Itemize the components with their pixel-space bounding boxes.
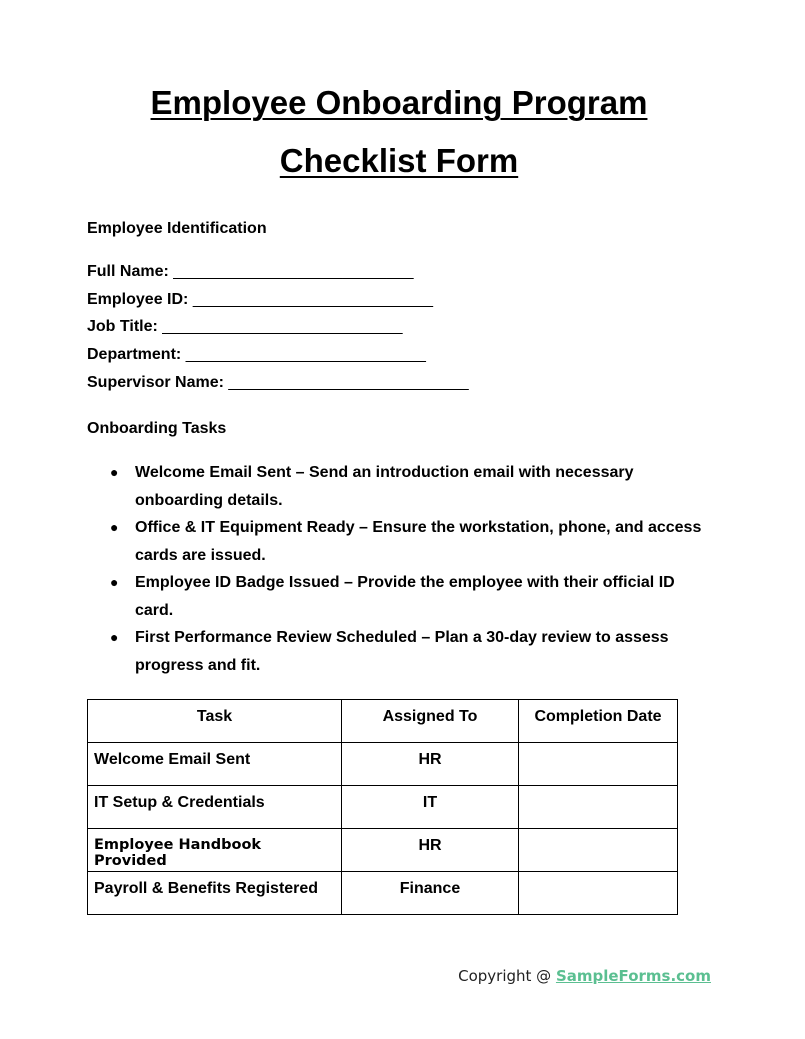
supervisor-name-field[interactable] [87, 374, 469, 392]
cell-completion-date[interactable] [519, 743, 678, 786]
cell-completion-date[interactable] [519, 786, 678, 829]
copyright-footer [458, 967, 711, 985]
job-title-label: Job Title: [87, 318, 158, 335]
job-title-blank[interactable]: ___________________________ [162, 318, 403, 335]
table-header-row [88, 700, 678, 743]
sampleforms-link[interactable]: SampleForms.com [555, 967, 711, 985]
cell-assigned-to: IT [342, 786, 519, 829]
task-list-item [87, 514, 707, 569]
task-list-item [87, 459, 707, 514]
supervisor-name-blank[interactable]: ___________________________ [228, 374, 469, 391]
full-name-field[interactable] [87, 263, 414, 281]
cell-assigned-to: HR [342, 743, 519, 786]
task-assignment-table [87, 699, 678, 915]
onboarding-task-list [87, 459, 707, 679]
full-name-label: Full Name: [87, 263, 169, 280]
cell-assigned-to: Finance [342, 872, 519, 915]
employee-id-label: Employee ID: [87, 291, 189, 308]
table-row [88, 786, 678, 829]
table-row [88, 872, 678, 915]
table-row [88, 743, 678, 786]
department-label: Department: [87, 346, 182, 363]
task-list-item [87, 624, 707, 679]
table-row [88, 829, 678, 872]
department-blank[interactable]: ___________________________ [185, 346, 426, 363]
task-text: Employee ID Badge Issued – Provide the employee with their official ID card. [135, 574, 675, 619]
full-name-blank[interactable]: ___________________________ [173, 263, 414, 280]
bullet-icon: ● [110, 519, 119, 535]
employee-id-blank[interactable]: ___________________________ [192, 291, 434, 308]
bullet-icon: ● [110, 574, 119, 590]
supervisor-name-label: Supervisor Name: [87, 374, 224, 391]
copyright-prefix: Copyright @ [458, 967, 556, 985]
cell-assigned-to: HR [342, 829, 519, 872]
header-completion-date: Completion Date [519, 700, 678, 743]
document-title-line-1: Employee Onboarding Program [150, 84, 648, 121]
task-list-item [87, 569, 707, 624]
bullet-icon: ● [110, 464, 119, 480]
cell-completion-date[interactable] [519, 872, 678, 915]
cell-task: Welcome Email Sent [88, 743, 342, 786]
cell-completion-date[interactable] [519, 829, 678, 872]
employee-id-field[interactable] [87, 291, 433, 309]
task-text: Welcome Email Sent – Send an introduction email with necessary onboarding details. [135, 464, 634, 509]
task-text: First Performance Review Scheduled – Plan a 30-day review to assess progress and fit. [135, 629, 669, 674]
onboarding-tasks-heading: Onboarding Tasks [87, 420, 227, 437]
cell-task: Payroll & Benefits Registered [88, 872, 342, 915]
document-title-line-2: Checklist Form [279, 142, 519, 179]
cell-task: Employee Handbook Provided [88, 829, 342, 872]
employee-identification-heading: Employee Identification [87, 220, 267, 237]
department-field[interactable] [87, 346, 426, 364]
job-title-field[interactable] [87, 318, 403, 336]
bullet-icon: ● [110, 629, 119, 645]
task-text: Office & IT Equipment Ready – Ensure the workstation, phone, and access cards are issued. [135, 519, 702, 564]
header-assigned-to: Assigned To [342, 700, 519, 743]
cell-task: IT Setup & Credentials [88, 786, 342, 829]
header-task: Task [88, 700, 342, 743]
